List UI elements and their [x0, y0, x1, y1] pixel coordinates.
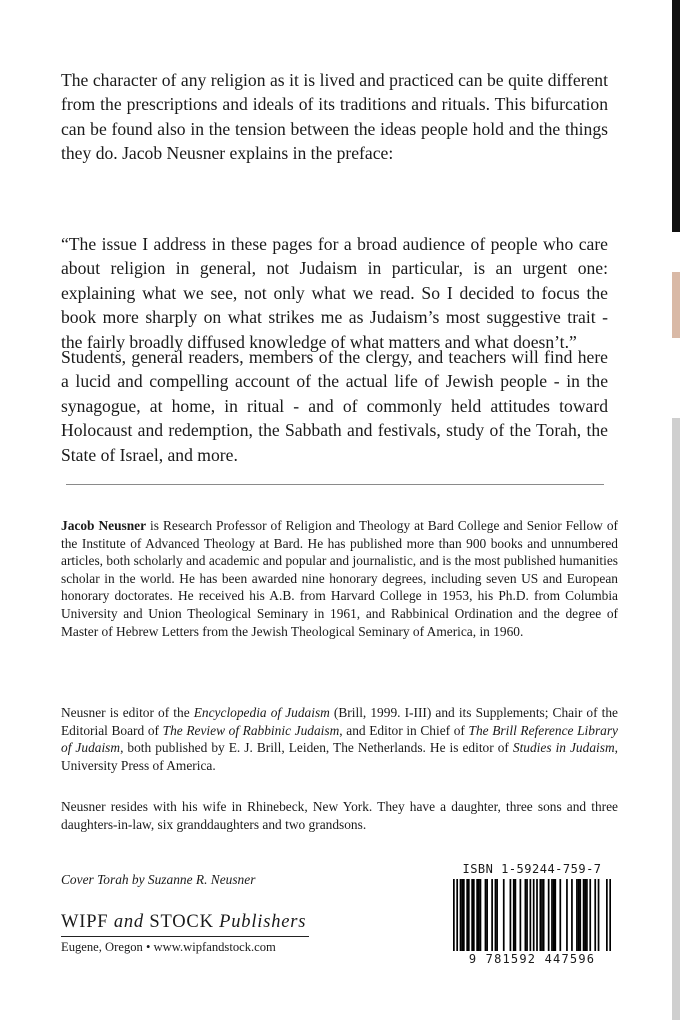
isbn-label: ISBN 1-59244-759-7 — [462, 862, 602, 876]
barcode-bar — [576, 879, 578, 951]
barcode-bar — [553, 879, 555, 951]
barcode-bar — [541, 879, 543, 951]
barcode-bar — [463, 879, 465, 951]
barcode-bar — [485, 879, 487, 951]
barcode-bar — [480, 879, 482, 951]
spine-edge-dark — [672, 0, 680, 232]
editorship-text: , both published by E. J. Brill, Leiden, The Netherlands. He is editor of — [120, 740, 513, 756]
work-title: Encyclopedia of Judaism — [193, 705, 330, 720]
barcode-bar — [609, 879, 611, 951]
author-bio — [61, 517, 618, 640]
blurb-quote — [61, 232, 608, 354]
barcode-bar — [606, 879, 608, 951]
author-family — [61, 798, 618, 833]
author-bio-text: is Research Professor of Religion and Theology at Bard College and Senior Fellow of the Institute of Advanced Theology at Bard. He has published more than 900 books and unnumbered articles, both scholarly and academic and popular and journalistic, and is the most published humanities scholar in the world. He has been awarded nine honorary degrees, including seven US and European honorary doctorates. He received his A.B. from Harvard College in 1953, his Ph.D. from Columbia University and Union Theological Seminary in 1961, and Rabbinical Ordination and the degree of Master of Hebrew Letters from the Jewish Theological Seminary of America, in 1960. — [61, 518, 618, 639]
barcode-bar — [566, 879, 568, 951]
work-title: The Review of Rabbinic Judaism — [162, 722, 340, 738]
blurb-intro — [61, 68, 608, 166]
barcode-bar — [543, 879, 545, 951]
barcode-bar — [486, 879, 488, 951]
barcode-bar — [491, 879, 493, 951]
editorship-text: , University Press of America. — [61, 740, 618, 773]
barcode-bar — [461, 879, 463, 951]
barcode-bar — [583, 879, 585, 951]
barcode-bar — [551, 879, 553, 951]
cover-credit: Cover Torah by Suzanne R. Neusner — [61, 872, 256, 887]
barcode-bar — [579, 879, 581, 951]
barcode-bar — [515, 879, 517, 951]
publisher-name — [61, 912, 309, 933]
barcode-bar — [586, 879, 588, 951]
author-name: Jacob Neusner — [61, 518, 147, 533]
author-family-text: Neusner resides with his wife in Rhinebeck, New York. They have a daughter, three sons and three daughters-in-law, six granddaughters and two grandsons. — [61, 799, 618, 832]
barcode-bar — [460, 879, 462, 951]
barcode-bar — [520, 879, 522, 951]
barcode-bar — [526, 879, 528, 951]
barcode-bar — [478, 879, 480, 951]
barcode-bar — [548, 879, 550, 951]
blurb-quote-text: “The issue I address in these pages for a broad audience of people who care about religion in general, not Judaism in particular, is an urgent one: explaining what we see, not only what we read. So I decided to focus the book more sharply on what strikes me as Judaism’s most suggestive trait - the fairly broadly diffused knowledge of what matters and what doesn’t.” — [61, 234, 608, 352]
publisher-name-part: and — [113, 912, 144, 932]
barcode-bar — [559, 879, 561, 951]
work-title: Studies in Judaism — [512, 740, 615, 756]
barcode-bar — [456, 879, 458, 951]
barcode-bar — [594, 879, 596, 951]
spine-edge-gray — [672, 418, 680, 1020]
barcode-bar — [510, 879, 512, 951]
barcode-bar — [496, 879, 498, 951]
publisher-rule — [61, 936, 309, 937]
publisher-name-part: STOCK — [143, 912, 220, 932]
barcode-bar — [598, 879, 600, 951]
barcode-bar — [571, 879, 573, 951]
barcode-bar — [471, 879, 473, 951]
barcode-bar — [495, 879, 497, 951]
publisher-name-part: WIPF — [61, 912, 114, 932]
barcode-bar — [578, 879, 580, 951]
blurb-readers-text: Students, general readers, members of the clergy, and teachers will find here a lucid and compelling account of the actual life of Jewish people - in the synagogue, at home, in ritual - and of commonly held attitudes toward Holocaust and redemption, the Sabbath and festivals, study of the Torah, the State of Israel, and more. — [61, 347, 608, 465]
section-divider — [66, 484, 604, 485]
editorship-text: (Brill, 1999. I-III) and its Supplements; Chair of the Editorial Board of — [61, 705, 618, 738]
barcode-bar — [473, 879, 475, 951]
barcode-bar — [530, 879, 532, 951]
spine-edge-tan — [672, 272, 680, 338]
barcode-icon — [453, 879, 611, 951]
editorship-text: , and Editor in Chief of — [339, 722, 469, 738]
barcode-bar — [503, 879, 505, 951]
barcode-bar — [468, 879, 470, 951]
barcode-bar — [476, 879, 478, 951]
barcode-block — [453, 862, 611, 966]
blurb-readers — [61, 345, 608, 467]
editorship-text: Neusner is editor of the — [61, 705, 194, 720]
publisher-block — [61, 912, 309, 955]
work-title: The Brill Reference Library of Judaism — [61, 722, 619, 756]
publisher-name-part: Publishers — [219, 912, 307, 932]
barcode-bar — [536, 879, 538, 951]
barcode-bar — [533, 879, 535, 951]
barcode-bar — [539, 879, 541, 951]
barcode-bar — [513, 879, 515, 951]
barcode-bar — [589, 879, 591, 951]
barcode-bar — [466, 879, 468, 951]
ean-digits: 9 781592 447596 — [468, 952, 596, 966]
barcode-bar — [584, 879, 586, 951]
barcode-bar — [554, 879, 556, 951]
barcode-bar — [525, 879, 527, 951]
author-editorships — [61, 704, 618, 774]
publisher-location: Eugene, Oregon • www.wipfandstock.com — [61, 940, 276, 954]
blurb-intro-text: The character of any religion as it is lived and practiced can be quite different from the prescriptions and ideals of its traditions and rituals. This bifurcation can be found also in the tension between the ideas people hold and the things they do. Jacob Neusner explains in the preface: — [61, 70, 608, 164]
barcode-bar — [453, 879, 455, 951]
